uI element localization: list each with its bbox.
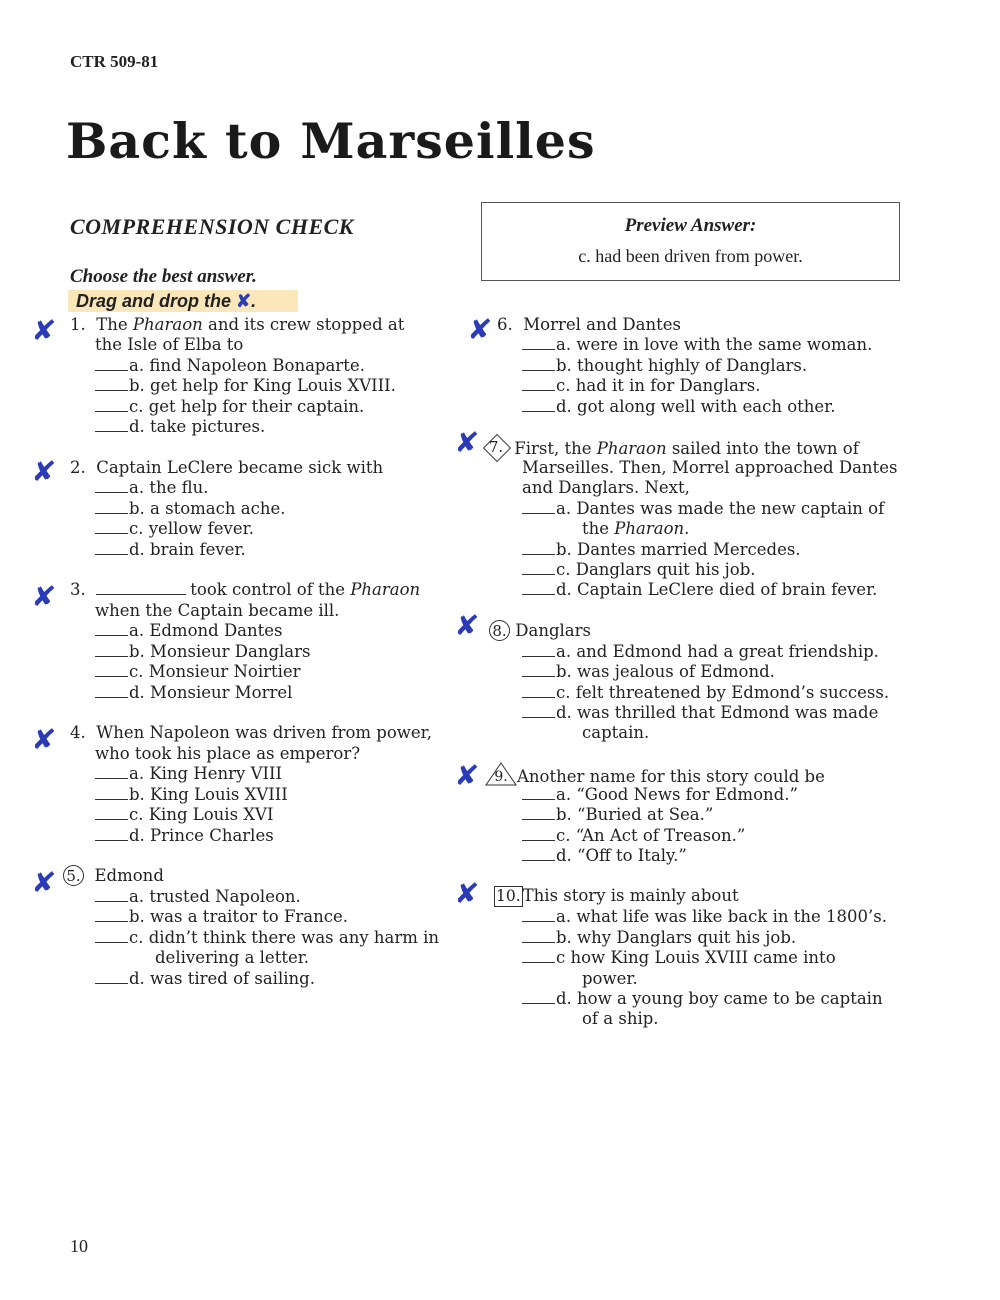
answer-blank[interactable] xyxy=(522,703,555,718)
document-code: CTR 509-81 xyxy=(70,52,159,71)
q8-option-d-line-2: captain. xyxy=(582,723,650,742)
q3-option-d[interactable] xyxy=(95,683,292,703)
option-label: d. was tired of sailing. xyxy=(129,969,315,988)
stem-text: Captain LeClere became sick with xyxy=(96,458,384,477)
option-label: b. a stomach ache. xyxy=(129,499,286,518)
option-label: b. “Buried at Sea.” xyxy=(556,805,714,824)
question-7-stem xyxy=(483,434,859,460)
answer-blank[interactable] xyxy=(95,499,128,514)
option-label: b. Dantes married Mercedes. xyxy=(556,540,801,559)
q1-option-d[interactable] xyxy=(95,417,265,437)
stem-text: This story is mainly about xyxy=(522,886,739,905)
answer-blank[interactable] xyxy=(522,560,555,575)
q10-option-d[interactable] xyxy=(522,989,883,1009)
ship-name: Pharaon xyxy=(614,519,685,538)
question-5-stem xyxy=(63,865,164,886)
q10-option-a[interactable] xyxy=(522,907,887,927)
question-4-stem xyxy=(70,723,432,743)
option-label: d. Prince Charles xyxy=(129,826,274,845)
q2-option-b[interactable] xyxy=(95,499,285,519)
answer-blank[interactable] xyxy=(522,376,555,391)
q4-option-a[interactable] xyxy=(95,764,282,784)
option-label: c how King Louis XVIII came into xyxy=(556,948,836,967)
answer-blank[interactable] xyxy=(522,335,555,350)
option-text: the xyxy=(582,519,615,538)
q2-option-a[interactable] xyxy=(95,478,208,498)
answer-blank[interactable] xyxy=(522,826,555,841)
section-heading: COMPREHENSION CHECK xyxy=(70,214,354,239)
ship-name: Pharaon xyxy=(350,580,421,599)
draggable-x-mark-8[interactable]: ✘ xyxy=(453,609,481,642)
option-label: c. King Louis XVI xyxy=(129,805,274,824)
draggable-x-mark-7[interactable]: ✘ xyxy=(453,426,481,459)
option-label: b. was a traitor to France. xyxy=(129,907,348,926)
answer-blank[interactable] xyxy=(95,356,128,371)
option-label: d. take pictures. xyxy=(129,417,266,436)
option-label: d. how a young boy came to be captain xyxy=(556,989,883,1008)
answer-blank[interactable] xyxy=(522,928,555,943)
answer-blank[interactable] xyxy=(522,356,555,371)
q6-option-a[interactable] xyxy=(522,335,872,355)
answer-blank[interactable] xyxy=(95,397,128,412)
draggable-x-mark-3[interactable]: ✘ xyxy=(30,580,58,613)
answer-blank[interactable] xyxy=(95,662,128,677)
question-6-stem xyxy=(497,315,681,335)
option-label: d. Monsieur Morrel xyxy=(129,683,293,702)
q5-option-c[interactable] xyxy=(95,928,439,948)
question-number-triangle xyxy=(485,762,517,786)
q9-option-a[interactable] xyxy=(522,785,798,805)
option-label: b. thought highly of Danglars. xyxy=(556,356,808,375)
option-label: a. Edmond Dantes xyxy=(129,621,283,640)
answer-blank[interactable] xyxy=(522,642,555,657)
answer-blank[interactable] xyxy=(95,887,128,902)
preview-title: Preview Answer: xyxy=(624,215,757,236)
question-2-stem xyxy=(70,458,383,478)
stem-text: When Napoleon was driven from power, xyxy=(96,723,432,742)
draggable-x-mark-5[interactable]: ✘ xyxy=(30,866,58,899)
answer-blank[interactable] xyxy=(95,683,128,698)
q3-option-a[interactable] xyxy=(95,621,283,641)
q6-option-d[interactable] xyxy=(522,397,836,417)
x-mark-icon: ✘ xyxy=(236,291,252,311)
drag-instruction xyxy=(68,290,298,312)
question-3-stem-line-2: when the Captain became ill. xyxy=(95,601,340,620)
answer-blank[interactable] xyxy=(522,397,555,412)
page-number: 10 xyxy=(70,1236,88,1256)
answer-blank[interactable] xyxy=(95,928,128,943)
question-number: 3. xyxy=(70,580,86,599)
answer-blank[interactable] xyxy=(95,907,128,922)
stem-text: First, the xyxy=(514,439,597,458)
q4-option-c[interactable] xyxy=(95,805,273,825)
answer-blank[interactable] xyxy=(95,376,128,391)
option-label: a. find Napoleon Bonaparte. xyxy=(129,356,365,375)
option-label: a. “Good News for Edmond.” xyxy=(556,785,798,804)
draggable-x-mark-1[interactable]: ✘ xyxy=(30,314,58,347)
q7-option-a-line-2 xyxy=(582,519,689,539)
question-number-diamond xyxy=(483,434,509,460)
question-7-stem-line-3: and Danglars. Next, xyxy=(522,478,690,497)
stem-text: sailed into the town of xyxy=(666,439,859,458)
option-label: a. what life was like back in the 1800’s. xyxy=(556,907,887,926)
option-label: d. “Off to Italy.” xyxy=(556,846,687,865)
q9-option-d[interactable] xyxy=(522,846,687,866)
question-number: 10. xyxy=(496,887,521,905)
q2-option-d[interactable] xyxy=(95,540,246,560)
question-number: 9. xyxy=(494,769,508,785)
q5-option-b[interactable] xyxy=(95,907,348,927)
option-label: c. had it in for Danglars. xyxy=(556,376,761,395)
question-number: 7. xyxy=(488,438,504,456)
answer-blank[interactable] xyxy=(95,540,128,555)
option-label: d. Captain LeClere died of brain fever. xyxy=(556,580,878,599)
answer-blank[interactable] xyxy=(95,642,128,657)
answer-blank[interactable] xyxy=(522,580,555,595)
q7-option-b[interactable] xyxy=(522,540,801,560)
q9-option-c[interactable] xyxy=(522,826,745,846)
drag-instruction-text: Drag and drop the xyxy=(76,291,232,311)
draggable-x-mark-9[interactable]: ✘ xyxy=(453,759,481,792)
stem-text: Morrel and Dantes xyxy=(523,315,681,334)
q7-option-c[interactable] xyxy=(522,560,756,580)
option-label: b. Monsieur Danglars xyxy=(129,642,311,661)
answer-blank[interactable] xyxy=(522,846,555,861)
fill-in-blank[interactable] xyxy=(96,580,186,595)
preview-answer: c. had been driven from power. xyxy=(578,246,803,266)
draggable-x-mark-4[interactable]: ✘ xyxy=(30,723,58,756)
option-label: d. got along well with each other. xyxy=(556,397,836,416)
answer-blank[interactable] xyxy=(95,519,128,534)
drag-instruction-suffix: . xyxy=(251,291,257,311)
option-label: c. “An Act of Treason.” xyxy=(556,826,746,845)
option-label: d. brain fever. xyxy=(129,540,246,559)
option-text: . xyxy=(684,519,690,538)
q5-option-d[interactable] xyxy=(95,969,315,989)
preview-answer-box xyxy=(481,202,900,281)
q4-option-b[interactable] xyxy=(95,785,288,805)
q1-option-c[interactable] xyxy=(95,397,364,417)
answer-blank[interactable] xyxy=(522,989,555,1004)
option-label: d. was thrilled that Edmond was made xyxy=(556,703,879,722)
stem-text: and its crew stopped at xyxy=(202,315,405,334)
question-number: 6. xyxy=(497,315,513,334)
answer-blank[interactable] xyxy=(522,499,555,514)
q6-option-b[interactable] xyxy=(522,356,807,376)
q8-option-b[interactable] xyxy=(522,662,775,682)
option-label: a. were in love with the same woman. xyxy=(556,335,873,354)
option-label: a. King Henry VIII xyxy=(129,764,283,783)
option-label: a. trusted Napoleon. xyxy=(129,887,301,906)
q10-option-c[interactable] xyxy=(522,948,836,968)
draggable-x-mark-6[interactable]: ✘ xyxy=(466,313,494,346)
draggable-x-mark-10[interactable]: ✘ xyxy=(453,877,481,910)
option-label: c. felt threatened by Edmond’s success. xyxy=(556,683,890,702)
q8-option-d[interactable] xyxy=(522,703,878,723)
page-title: Back to Marseilles xyxy=(66,112,596,170)
question-number: 2. xyxy=(70,458,86,477)
stem-text: took control of the xyxy=(190,580,351,599)
answer-blank[interactable] xyxy=(522,662,555,677)
instructions-choose: Choose the best answer. xyxy=(70,266,257,287)
q1-option-b[interactable] xyxy=(95,376,396,396)
draggable-x-mark-2[interactable]: ✘ xyxy=(30,455,58,488)
ship-name: Pharaon xyxy=(596,439,667,458)
q3-option-b[interactable] xyxy=(95,642,311,662)
stem-text: The xyxy=(96,315,133,334)
q10-option-d-line-2: of a ship. xyxy=(582,1009,659,1028)
option-label: c. Monsieur Noirtier xyxy=(129,662,301,681)
option-label: b. was jealous of Edmond. xyxy=(556,662,775,681)
q7-option-a[interactable] xyxy=(522,499,884,519)
answer-blank[interactable] xyxy=(522,907,555,922)
q1-option-a[interactable] xyxy=(95,356,365,376)
q9-option-b[interactable] xyxy=(522,805,713,825)
question-number: 1. xyxy=(70,315,86,334)
q8-option-a[interactable] xyxy=(522,642,879,662)
answer-blank[interactable] xyxy=(522,948,555,963)
question-7-stem-line-2: Marseilles. Then, Morrel approached Dantes xyxy=(522,458,898,477)
question-8-stem xyxy=(489,620,591,641)
ship-name: Pharaon xyxy=(132,315,203,334)
question-number: 5. xyxy=(63,865,84,886)
option-label: b. King Louis XVIII xyxy=(129,785,288,804)
answer-blank[interactable] xyxy=(95,764,128,779)
answer-blank[interactable] xyxy=(95,805,128,820)
q4-option-d[interactable] xyxy=(95,826,274,846)
option-label: a. and Edmond had a great friendship. xyxy=(556,642,879,661)
answer-blank[interactable] xyxy=(95,826,128,841)
q3-option-c[interactable] xyxy=(95,662,301,682)
option-label: c. yellow fever. xyxy=(129,519,254,538)
q5-option-c-line-2: delivering a letter. xyxy=(155,948,310,967)
q6-option-c[interactable] xyxy=(522,376,760,396)
question-number: 4. xyxy=(70,723,86,742)
option-label: c. get help for their captain. xyxy=(129,397,365,416)
answer-blank[interactable] xyxy=(95,478,128,493)
q10-option-b[interactable] xyxy=(522,928,796,948)
question-10-stem xyxy=(494,886,739,907)
answer-blank[interactable] xyxy=(522,683,555,698)
option-label: a. Dantes was made the new captain of xyxy=(556,499,885,518)
answer-blank[interactable] xyxy=(522,540,555,555)
question-4-stem-line-2: who took his place as emperor? xyxy=(95,744,361,763)
q2-option-c[interactable] xyxy=(95,519,254,539)
question-9-stem xyxy=(485,762,825,787)
question-number: 8. xyxy=(489,620,510,641)
stem-text: Edmond xyxy=(94,866,164,885)
answer-blank[interactable] xyxy=(95,785,128,800)
q8-option-c[interactable] xyxy=(522,683,889,703)
answer-blank[interactable] xyxy=(95,969,128,984)
option-label: b. why Danglars quit his job. xyxy=(556,928,797,947)
answer-blank[interactable] xyxy=(95,621,128,636)
q7-option-d[interactable] xyxy=(522,580,877,600)
q5-option-a[interactable] xyxy=(95,887,301,907)
answer-blank[interactable] xyxy=(95,417,128,432)
question-1-stem xyxy=(70,315,404,335)
option-label: a. the flu. xyxy=(129,478,209,497)
question-1-stem-line-2: the Isle of Elba to xyxy=(95,335,244,354)
question-3-stem xyxy=(70,580,420,600)
option-label: c. Danglars quit his job. xyxy=(556,560,756,579)
option-label: c. didn’t think there was any harm in xyxy=(129,928,440,947)
q10-option-c-line-2: power. xyxy=(582,969,638,988)
option-label: b. get help for King Louis XVIII. xyxy=(129,376,396,395)
stem-text: Another name for this story could be xyxy=(517,767,825,786)
answer-blank[interactable] xyxy=(522,785,555,800)
answer-blank[interactable] xyxy=(522,805,555,820)
stem-text: Danglars xyxy=(515,621,591,640)
